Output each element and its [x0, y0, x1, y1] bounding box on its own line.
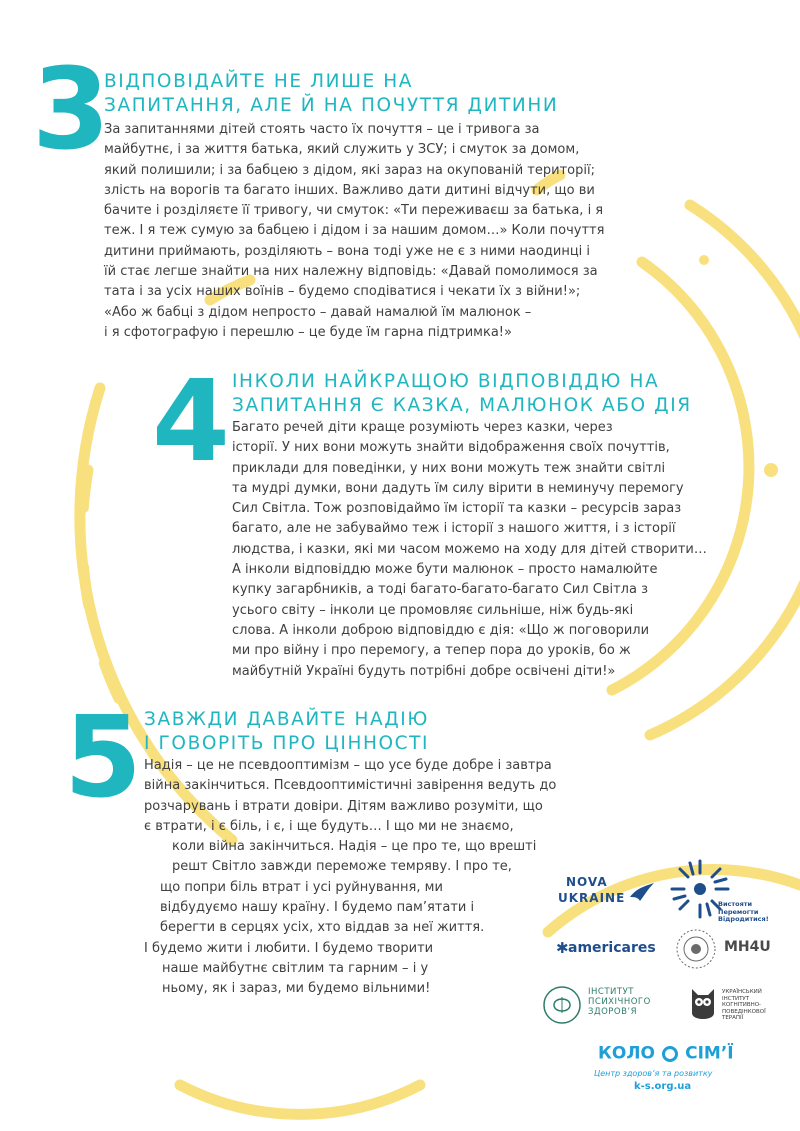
- section-3-body-line: злість на ворогів та багато інших. Важливо дати дитині відчути, що ви: [104, 182, 595, 198]
- kolo-ring-icon: [662, 1046, 678, 1062]
- uipt-line: ПОВЕДІНКОВОЇ: [722, 1008, 766, 1015]
- kolo-tagline: Центр здоров’я та розвитку: [594, 1069, 713, 1078]
- section-3-body-line: майбутнє, і за життя батька, який служить у ЗСУ; і смуток за домом,: [104, 142, 580, 158]
- bird-icon: [628, 879, 656, 907]
- section-3-body-line: який полишили; і за бабцею з дідом, які зараз на окупованій території;: [104, 162, 595, 178]
- section-3-title-line: ВІДПОВІДАЙТЕ НЕ ЛИШЕ НА: [104, 71, 413, 92]
- section-5-title: [144, 708, 429, 756]
- section-4-title-line: ЗАПИТАННЯ Є КАЗКА, МАЛЮНОК АБО ДІЯ: [232, 395, 692, 416]
- section-5-body-line: решт Світло завжди переможе темряву. І про те,: [172, 859, 512, 875]
- kolo-text: КОЛО: [598, 1043, 655, 1064]
- uipt-line: УКРАЇНСЬКИЙ: [722, 989, 762, 995]
- section-3-body-line: і я сфотографую і перешлю – це буде їм гарна підтримка!»: [104, 324, 512, 340]
- section-3-title-line: ЗАПИТАННЯ, АЛЕ Й НА ПОЧУТТЯ ДИТИНИ: [104, 95, 559, 116]
- section-4-body-line: людства, і казки, які ми часом можемо на ходу для дітей створити…: [232, 541, 707, 557]
- section-3-body-line: дитини приймають, розділяють – вона тоді уже не є з ними наодинці і: [104, 243, 591, 259]
- section-5: [0, 693, 560, 1010]
- kolo-url: k-s.org.ua: [634, 1081, 692, 1092]
- section-5-body-line: війна закінчиться. Псевдооптимістичні завірення ведуть до: [144, 778, 557, 794]
- vystoiaty-text: [718, 901, 769, 924]
- simi-text: СІМ’Ї: [685, 1043, 734, 1064]
- section-5-body-line: коли війна закінчиться. Надія – це про те, що врешті: [172, 839, 537, 855]
- mh4u-logo: [674, 927, 794, 975]
- institute-line: ІНСТИТУТ: [588, 987, 634, 997]
- section-3-body-line: їй стає легше знайти на них належну відповідь: «Давай помолимося за: [104, 264, 598, 280]
- section-5-body-line: ньому, як і зараз, ми будемо вільними!: [162, 981, 431, 997]
- section-4-body-line: ми про війну і про перемогу, а тепер пора до уроків, бо ж: [232, 643, 631, 659]
- section-4-title: [232, 370, 692, 418]
- americares-star-icon: ✱: [556, 939, 569, 957]
- arc-bottom-left: [180, 1085, 420, 1114]
- section-3-body-line: «Або ж бабці з дідом непросто – давай намалюй їм малюнок –: [104, 304, 532, 320]
- section-4-body-line: Багато речей діти краще розуміють через казки, через: [232, 420, 613, 435]
- mh4u-text: MH4U: [724, 939, 771, 955]
- section-5-body: [144, 756, 556, 1000]
- section-4: [0, 357, 800, 690]
- section-3: [0, 0, 800, 360]
- vystoiaty-line: Відродитися!: [718, 915, 769, 923]
- section-5-body-line: І будемо жити і любити. І будемо творити: [144, 940, 434, 956]
- section-3-body: [104, 120, 604, 343]
- section-4-body-line: купку загарбників, а тоді багато-багато-багато Сил Світла з: [232, 582, 649, 598]
- section-5-body-line: наше майбутнє світлим та гарним – і у: [162, 960, 429, 976]
- owl-icon: [688, 983, 718, 1025]
- nova-ukraine-line2: UKRAINE: [558, 891, 626, 905]
- section-5-body-line: розчарувань і втрати довіри. Дітям важливо розуміти, що: [144, 798, 543, 814]
- americares-text: americares: [568, 940, 656, 956]
- section-4-body-line: приклади для поведінки, у них вони можуть теж знайти світлі: [232, 460, 666, 476]
- section-5-body-line: берегти в серцях усіх, хто віддав за неї життя.: [160, 920, 485, 936]
- section-5-body-line: що попри біль втрат і усі руйнування, ми: [160, 879, 443, 895]
- institute-line: ПСИХІЧНОГО: [588, 997, 651, 1007]
- mh4u-circle-icon: [674, 927, 718, 971]
- section-4-body-line: слова. А інколи доброю відповіддю є дія: «Що ж поговорили: [232, 622, 650, 638]
- brain-icon: [542, 985, 582, 1025]
- section-4-body-line: та мудрі думки, вони дадуть їм силу вірити в неминучу перемогу: [232, 480, 684, 496]
- kolo-simi-wordmark: [598, 1043, 734, 1065]
- section-5-body-line: є втрати, і є біль, і є, і ще будуть… І що ми не знаємо,: [144, 818, 514, 834]
- section-4-body-line: усього світу – інколи це промовляє сильніше, ніж будь-які: [232, 602, 634, 618]
- section-3-body-line: теж. І я теж сумую за бабцею і дідом і за нашим домом…» Коли почуття: [104, 223, 605, 239]
- section-5-body-line: відбудуємо нашу країну. І будемо пам’ятати і: [160, 900, 475, 916]
- uipt-logo: [688, 981, 800, 1031]
- institute-logo: [542, 983, 678, 1029]
- vystoiaty-logo: [668, 855, 800, 925]
- uipt-line: КОГНІТИВНО-: [722, 1002, 762, 1009]
- section-4-title-line: ІНКОЛИ НАЙКРАЩОЮ ВІДПОВІДДЮ НА: [232, 371, 660, 392]
- section-3-title: [104, 70, 558, 118]
- nova-ukraine-logo: [556, 875, 656, 919]
- section-4-body-line: Сил Світла. Тож розповідаймо їм історії та казки – ресурсів зараз: [232, 501, 682, 517]
- section-4-body-line: майбутній Україні будуть потрібні добре освічені діти!»: [232, 663, 616, 679]
- section-5-title-line: І ГОВОРІТЬ ПРО ЦІННОСТІ: [144, 733, 430, 754]
- section-5-title-line: ЗАВЖДИ ДАВАЙТЕ НАДІЮ: [144, 709, 429, 730]
- section-3-body-line: За запитаннями дітей стоять часто їх почуття – це і тривога за: [104, 122, 540, 137]
- section-4-body-line: А інколи відповіддю може бути малюнок – просто намалюйте: [232, 562, 658, 578]
- uipt-line: ТЕРАПІЇ: [722, 1015, 744, 1022]
- section-5-body-line: Надія – це не псевдооптимізм – що усе буде добре і завтра: [144, 758, 552, 773]
- vystoiaty-line: Перемогти: [718, 907, 759, 916]
- section-4-body: [232, 418, 707, 682]
- americares-logo: [556, 939, 666, 963]
- section-4-body-line: історії. У них вони можуть знайти відображення своїх почуттів,: [232, 440, 670, 456]
- section-4-body-line: багато, але не забуваймо теж і історії з нашого життя, і з історії: [232, 521, 676, 537]
- section-3-number: 3: [32, 45, 110, 175]
- section-3-body-line: бачите і розділяєте її тривогу, чи смуток: «Ти переживаєш за батька, і я: [104, 203, 604, 219]
- uipt-text: [722, 989, 766, 1022]
- section-3-body-line: тата і за усіх наших воїнів – будемо сподіватися і чекати їх з війни!»;: [104, 284, 581, 300]
- section-5-number: 5: [64, 693, 142, 823]
- vystoiaty-line: Вистояти: [718, 900, 753, 908]
- uipt-line: ІНСТИТУТ: [722, 995, 750, 1002]
- nova-ukraine-line1: NOVA: [566, 875, 608, 889]
- institute-text: [588, 987, 651, 1017]
- partner-logos: [540, 855, 800, 1125]
- institute-line: ЗДОРОВ’Я: [588, 1007, 638, 1017]
- kolo-simi-logo: [594, 1043, 774, 1119]
- section-4-number: 4: [152, 357, 230, 487]
